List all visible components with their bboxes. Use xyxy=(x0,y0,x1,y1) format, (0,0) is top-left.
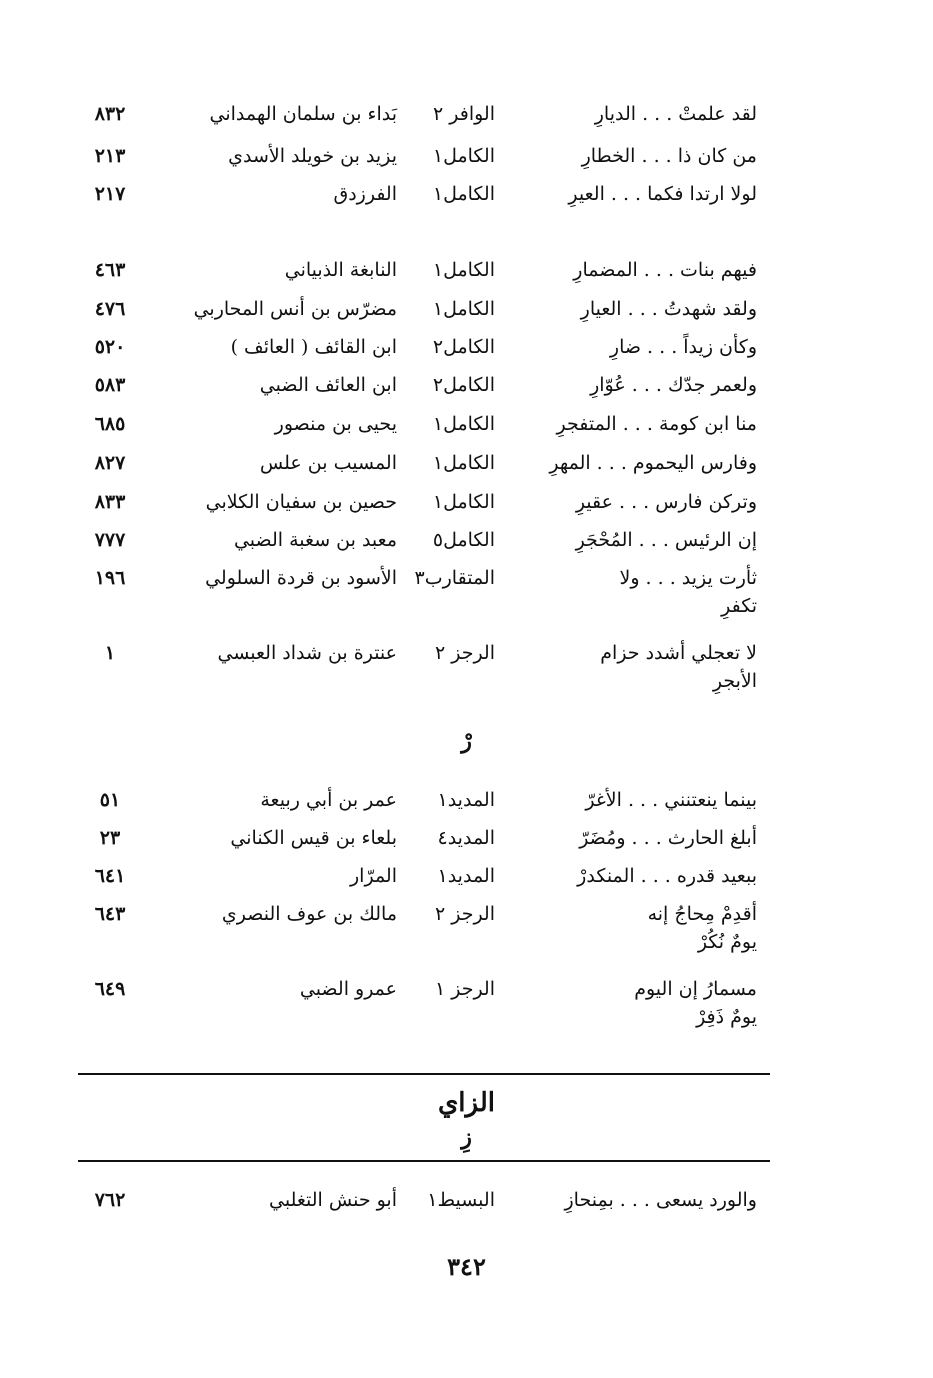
poet-cell: معبد بن سغبة الضبي xyxy=(233,529,397,551)
verse-cell: لقد علمتْ . . . الديارِ xyxy=(594,103,757,125)
meter-cell: الكامل٥ xyxy=(432,529,495,551)
page-ref: ٦٤٣ xyxy=(94,903,126,925)
poet-cell: حصين بن سفيان الكلابي xyxy=(205,491,397,513)
poet-cell: بلعاء بن قيس الكناني xyxy=(230,827,397,849)
section-title: الزاي xyxy=(437,1088,496,1118)
page-ref: ٨٣٣ xyxy=(94,491,126,513)
poet-cell: النابغة الذبياني xyxy=(284,259,397,281)
meter-cell: الكامل١ xyxy=(432,259,495,281)
verse-cell: وتركن فارس . . . عقيرِ xyxy=(575,491,757,513)
page-ref: ٥٢٠ xyxy=(94,336,126,358)
verse-cell: منا ابن كومة . . . المتفجرِ xyxy=(556,413,757,435)
meter-cell: المديد٤ xyxy=(437,827,495,849)
verse-cell: والورد يسعى . . . بمِنحازِ xyxy=(564,1189,757,1211)
poet-cell: عنترة بن شداد العبسي xyxy=(217,642,397,664)
poet-cell: بَداء بن سلمان الهمداني xyxy=(209,103,397,125)
verse-cell: أقدِمْ مِحاجُ إنه يومٌ نُكُرْ xyxy=(647,903,757,953)
poet-cell: المسيب بن علس xyxy=(259,452,397,474)
verse-cell: ولعمر جدّك . . . عُوّارِ xyxy=(590,374,757,396)
rhyme-letter-heading: رْ xyxy=(461,728,472,754)
meter-cell: الرجز ٢ xyxy=(434,642,495,664)
meter-cell: الكامل١ xyxy=(432,452,495,474)
verse-cell: لولا ارتدا فكما . . . العيرِ xyxy=(568,183,757,205)
verse-cell: أبلغ الحارث . . . ومُضَرّ xyxy=(579,827,757,849)
page-ref: ٤٦٣ xyxy=(94,259,126,281)
verse-cell: ثأرت يزيد . . . ولا تكفرِ xyxy=(619,567,757,617)
meter-cell: الكامل١ xyxy=(432,183,495,205)
verse-cell: إن الرئيس . . . المُحْجَرِ xyxy=(575,529,757,551)
verse-cell: من كان ذا . . . الخطارِ xyxy=(581,145,757,167)
meter-cell: الوافر ٢ xyxy=(433,103,495,125)
page-ref: ١٩٦ xyxy=(94,567,126,589)
poet-cell: يزيد بن خويلد الأسدي xyxy=(228,145,397,167)
poet-cell: عمرو الضبي xyxy=(299,978,397,1000)
page-ref: ٥٨٣ xyxy=(94,374,126,396)
page-ref: ٢٣ xyxy=(99,827,121,849)
section-divider-bottom xyxy=(78,1160,770,1162)
meter-cell: المديد١ xyxy=(437,789,495,811)
meter-cell: المديد١ xyxy=(437,865,495,887)
page-ref: ١ xyxy=(104,642,116,664)
poet-cell: مالك بن عوف النصري xyxy=(221,903,397,925)
page-ref: ٦٤٩ xyxy=(94,978,126,1000)
poet-cell: ابن العائف الضبي xyxy=(259,374,397,396)
poet-cell: الفرزدق xyxy=(333,183,397,205)
poet-cell: الأسود بن قردة السلولي xyxy=(205,567,397,589)
meter-cell: الكامل١ xyxy=(432,413,495,435)
page-ref: ٥١ xyxy=(99,789,121,811)
section-divider-top xyxy=(78,1073,770,1075)
page-ref: ٦٤١ xyxy=(94,865,126,887)
poet-cell: عمر بن أبي ربيعة xyxy=(260,789,397,811)
poet-cell: أبو حنش التغلبي xyxy=(269,1189,397,1211)
page-ref: ٨٢٧ xyxy=(94,452,126,474)
poet-cell: مضرّس بن أنس المحاربي xyxy=(193,298,397,320)
meter-cell: الكامل٢ xyxy=(432,374,495,396)
page-ref: ٨٣٢ xyxy=(94,103,126,125)
page-ref: ٢١٧ xyxy=(94,183,126,205)
meter-cell: الكامل٢ xyxy=(432,336,495,358)
meter-cell: الكامل١ xyxy=(432,491,495,513)
meter-cell: الكامل١ xyxy=(432,298,495,320)
poet-cell: ابن القائف ( العائف ) xyxy=(230,336,397,358)
page-ref: ٢١٣ xyxy=(94,145,126,167)
verse-cell: ببعيد قدره . . . المنكدرْ xyxy=(577,865,757,887)
page-ref: ٤٧٦ xyxy=(94,298,126,320)
meter-cell: الكامل١ xyxy=(432,145,495,167)
page-ref: ٧٦٢ xyxy=(94,1189,126,1211)
verse-cell: ولقد شهدتُ . . . العيارِ xyxy=(580,298,757,320)
meter-cell: الرجز ٢ xyxy=(434,903,495,925)
meter-cell: البسيط١ xyxy=(427,1189,495,1211)
page-ref: ٦٨٥ xyxy=(94,413,126,435)
meter-cell: الرجز ١ xyxy=(434,978,495,1000)
verse-cell: مسمارُ إن اليوم يومٌ ذَفِرْ xyxy=(634,978,757,1028)
rhyme-letter-heading: زِ xyxy=(461,1124,472,1150)
poet-cell: يحيى بن منصور xyxy=(274,413,397,435)
poet-cell: المرّار xyxy=(350,865,397,887)
verse-cell: بينما ينعتنني . . . الأغرّ xyxy=(585,789,757,811)
page-ref: ٧٧٧ xyxy=(94,529,126,551)
verse-cell: وكأن زيداً . . . ضارِ xyxy=(609,336,757,358)
verse-cell: لا تعجلي أشدد حزام الأبجرِ xyxy=(600,642,757,692)
page-number: ٣٤٢ xyxy=(447,1252,486,1281)
verse-cell: وفارس اليحموم . . . المهرِ xyxy=(549,452,757,474)
verse-cell: فيهم بنات . . . المضمارِ xyxy=(573,259,757,281)
meter-cell: المتقارب٣ xyxy=(414,567,495,589)
